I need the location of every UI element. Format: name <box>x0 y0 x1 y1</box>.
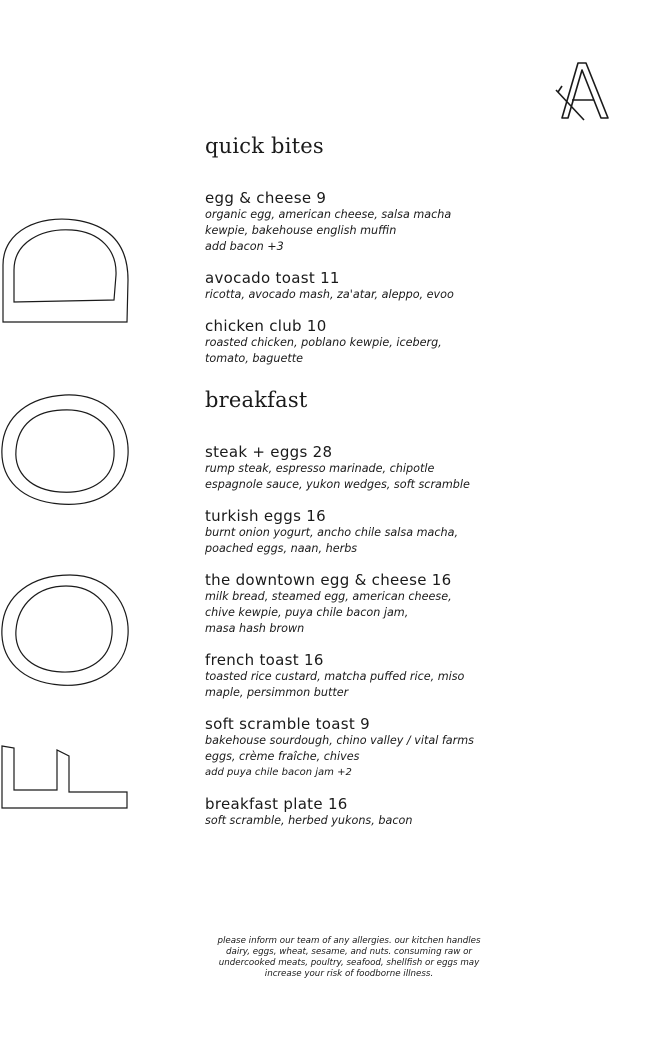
item-name: french toast 16 <box>205 651 324 669</box>
letter-o-outer <box>2 395 128 504</box>
item-addon: add bacon +3 <box>205 240 284 253</box>
food-outline-lettering <box>0 210 140 820</box>
item-description: organic egg, american cheese, salsa macha kewpie, bakehouse english muffin <box>205 208 452 237</box>
menu-item <box>205 651 525 701</box>
item-description: roasted chicken, poblano kewpie, iceberg, tomato, baguette <box>205 336 442 365</box>
item-name: chicken club 10 <box>205 317 327 335</box>
item-name: soft scramble toast 9 <box>205 715 370 733</box>
item-description: ricotta, avocado mash, za'atar, aleppo, evoo <box>205 288 454 301</box>
item-addon: add puya chile bacon jam +2 <box>205 767 352 778</box>
menu-item <box>205 715 525 781</box>
letter-o2-inner <box>16 586 112 672</box>
letter-f-outline <box>2 746 127 808</box>
item-name: avocado toast 11 <box>205 269 340 287</box>
letter-o-inner <box>16 410 114 492</box>
menu-item <box>205 795 525 829</box>
item-description: burnt onion yogurt, ancho chile salsa macha, poached eggs, naan, herbs <box>205 526 459 555</box>
item-description: soft scramble, herbed yukons, bacon <box>205 814 413 827</box>
letter-d-inner <box>14 230 116 302</box>
allergy-disclaimer: please inform our team of any allergies. our kitchen handles dairy, eggs, wheat, sesame, and nuts. consuming raw or undercooked meats, poultry, seafood, shellfish or eggs may increase your risk of foodborne illness. <box>217 936 481 979</box>
item-description: toasted rice custard, matcha puffed rice, miso maple, persimmon butter <box>205 670 465 699</box>
item-description: bakehouse sourdough, chino valley / vital farms eggs, crème fraîche, chives <box>205 734 474 763</box>
section-title-breakfast: breakfast <box>205 388 308 412</box>
item-description: rump steak, espresso marinade, chipotle espagnole sauce, yukon wedges, soft scramble <box>205 462 470 491</box>
menu-item <box>205 269 525 303</box>
section-title-quick-bites: quick bites <box>205 134 324 158</box>
menu-item <box>205 571 525 637</box>
menu-item <box>205 317 525 367</box>
item-name: breakfast plate 16 <box>205 795 348 813</box>
a-monogram-logo <box>554 60 612 124</box>
menu-item <box>205 443 525 493</box>
item-description: milk bread, steamed egg, american cheese, chive kewpie, puya chile bacon jam, masa hash brown <box>205 590 452 635</box>
menu-item <box>205 189 525 255</box>
menu-item <box>205 507 525 557</box>
item-name: egg & cheese 9 <box>205 189 327 207</box>
item-name: turkish eggs 16 <box>205 507 326 525</box>
letter-o2-outer <box>2 575 128 685</box>
item-name: the downtown egg & cheese 16 <box>205 571 452 589</box>
letter-d-outline <box>3 219 128 322</box>
item-name: steak + eggs 28 <box>205 443 333 461</box>
